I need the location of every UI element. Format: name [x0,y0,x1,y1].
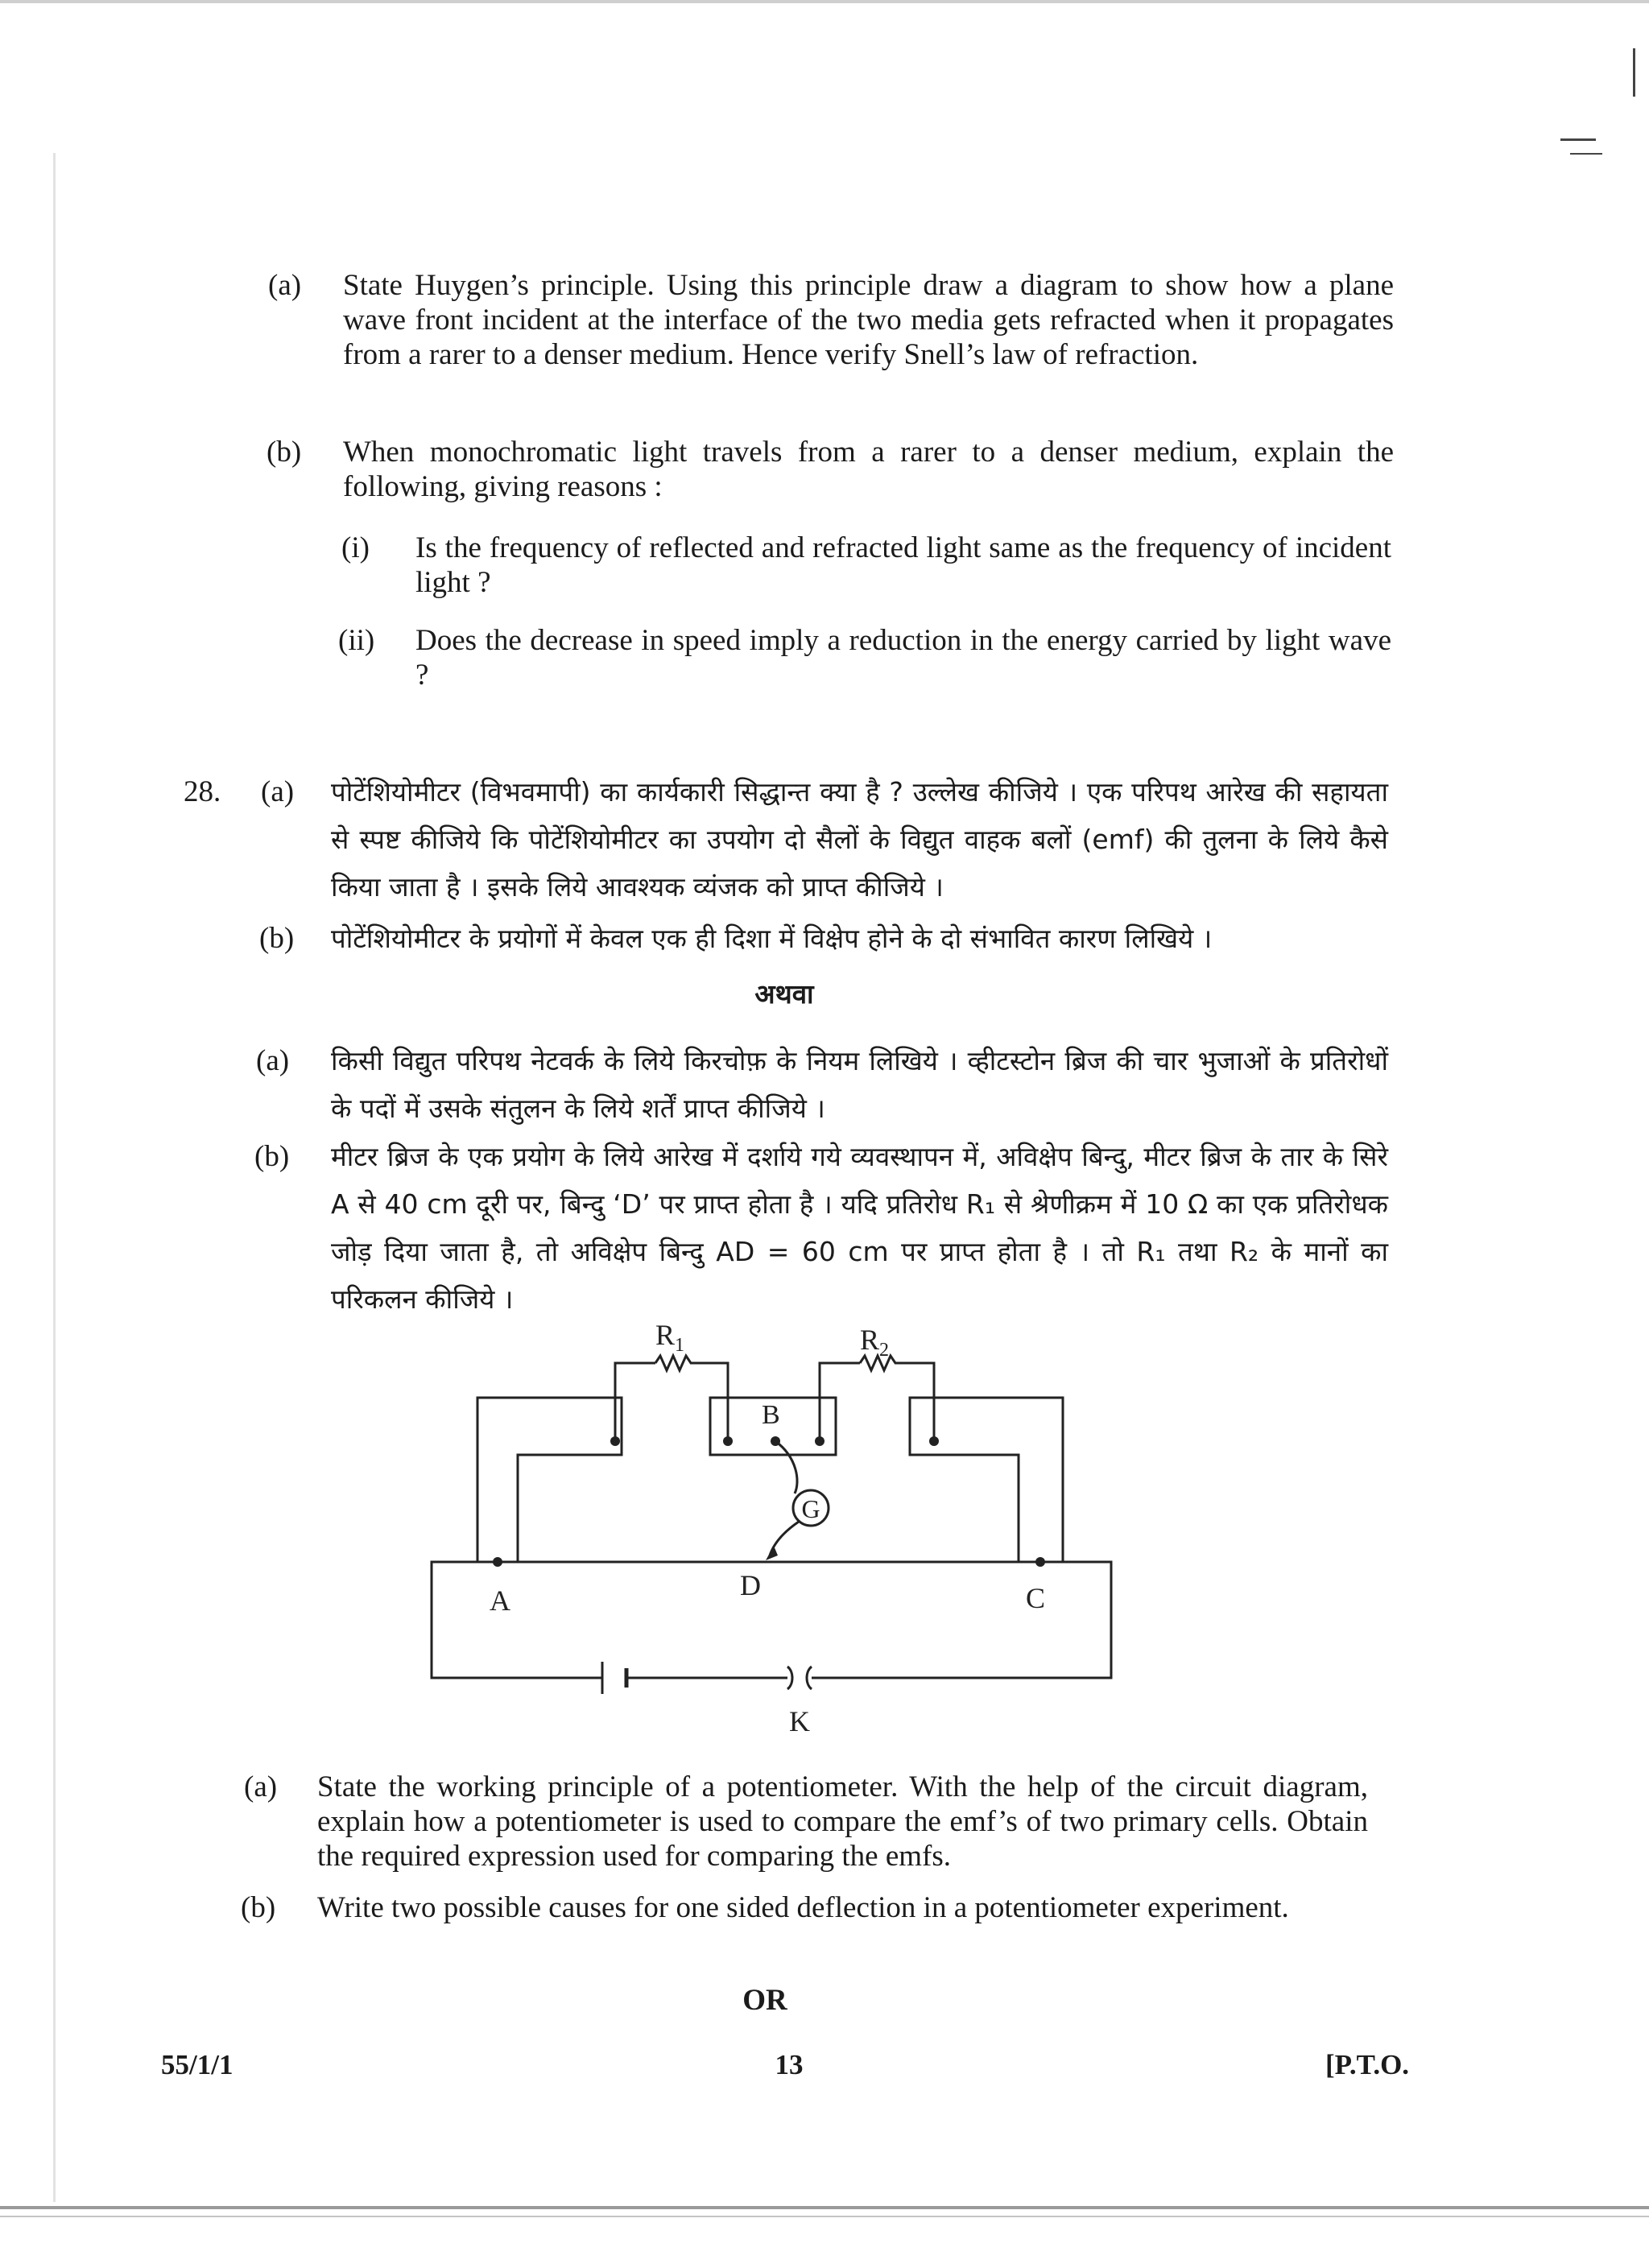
part-label: (b) [267,436,302,469]
label-c: C [1026,1582,1046,1614]
terminal [771,1436,780,1446]
label-a: A [490,1584,510,1617]
subpart-label: (ii) [338,624,375,657]
label-b: B [762,1400,780,1430]
part-label: (b) [254,1140,290,1173]
circuit-wire-left [432,1562,602,1678]
english-or-heading: OR [742,1984,787,2017]
meter-bridge-circuit-diagram [419,1320,1127,1747]
label-g: G [801,1494,820,1523]
question-text: State the working principle of a potentiometer. With the help of the circuit diagram, explain how a potentiometer is used to compare the emf’s of two primary cells. Obtain the required expression used for comparing the emfs. [317,1770,1368,1873]
r2-lead-right [900,1363,934,1441]
terminal [610,1436,620,1446]
question-text: मीटर ब्रिज के एक प्रयोग के लिये आरेख में दर्शाये गये व्यवस्थापन में, अविक्षेप बिन्दु, मीटर ब्रिज के तार के सिरे A से 40 cm दूरी पर, बिन्दु ‘D’ पर प्राप्त होता है । यदि प्रतिरोध R₁ से श्रेणीक्रम में 10 Ω का एक प्रतिरोधक जोड़ दिया जाता है, तो अविक्षेप बिन्दु AD = 60 cm पर प्राप्त होता है । तो R₁ तथा R₂ के मानों का परिकलन कीजिये । [331,1141,1388,1315]
page-number: 13 [775,2049,804,2080]
resistor-r1 [655,1356,696,1370]
question-text: Is the frequency of reflected and refracted light same as the frequency of incident light ? [415,531,1391,599]
question-text: When monochromatic light travels from a rarer to a denser medium, explain the following, giving reasons : [343,436,1394,503]
key-right [807,1667,812,1689]
r1-lead-right [696,1363,728,1441]
hindi-or-heading: अथवा [754,978,814,1010]
key-left [787,1667,792,1689]
question-text: पोटेंशियोमीटर (विभवमापी) का कार्यकारी सिद्धान्त क्या है ? उल्लेख कीजिये । एक परिपथ आरेख की सहायता से स्पष्ट कीजिये कि पोटेंशियोमीटर का उपयोग दो सैलों के विद्युत वाहक बलों (emf) की तुलना के लिये कैसे किया जाता है । इसके लिये आवश्यक व्यंजक को प्राप्त कीजिये । [331,776,1388,903]
part-label: (a) [261,775,295,808]
terminal [493,1557,502,1567]
question-text: Write two possible causes for one sided deflection in a potentiometer experiment. [317,1891,1289,1924]
part-label: (a) [268,269,302,302]
left-copper-strip [477,1398,622,1562]
galvanometer-lead-top [775,1441,797,1493]
please-turn-over: [P.T.O. [1325,2049,1410,2080]
label-r2: $R_2$ [860,1324,890,1361]
part-label: (a) [256,1044,290,1077]
question-text: Does the decrease in speed imply a reduction in the energy carried by light wave ? [415,624,1391,692]
label-r1: $R_1$ [655,1319,685,1356]
circuit-wire-right [812,1562,1111,1678]
question-text: किसी विद्युत परिपथ नेटवर्क के लिये किरचोफ़ के नियम लिखिये । व्हीटस्टोन ब्रिज की चार भुजाओं के प्रतिरोधों के पदों में उसके संतुलन के लिये शर्तें प्राप्त कीजिये । [331,1045,1388,1124]
part-label: (a) [244,1770,278,1803]
part-label: (b) [259,922,295,955]
part-label: (b) [241,1891,276,1924]
paper-code: 55/1/1 [161,2049,234,2080]
subpart-label: (i) [341,531,370,564]
terminal [929,1436,939,1446]
question-text: State Huygen’s principle. Using this principle draw a diagram to show how a plane wave front incident at the interface of the two media gets refracted when it propagates from a rarer to a denser medium. Hence verify Snell’s law of refraction. [343,269,1394,371]
terminal [815,1436,824,1446]
terminal [723,1436,733,1446]
question-text: पोटेंशियोमीटर के प्रयोगों में केवल एक ही दिशा में विक्षेप होने के दो संभावित कारण लिखिये । [331,923,1213,954]
r2-lead-left [820,1363,860,1441]
question-number: 28. [184,775,221,808]
label-d: D [740,1569,761,1601]
terminal [1035,1557,1045,1567]
label-k: K [789,1705,810,1737]
